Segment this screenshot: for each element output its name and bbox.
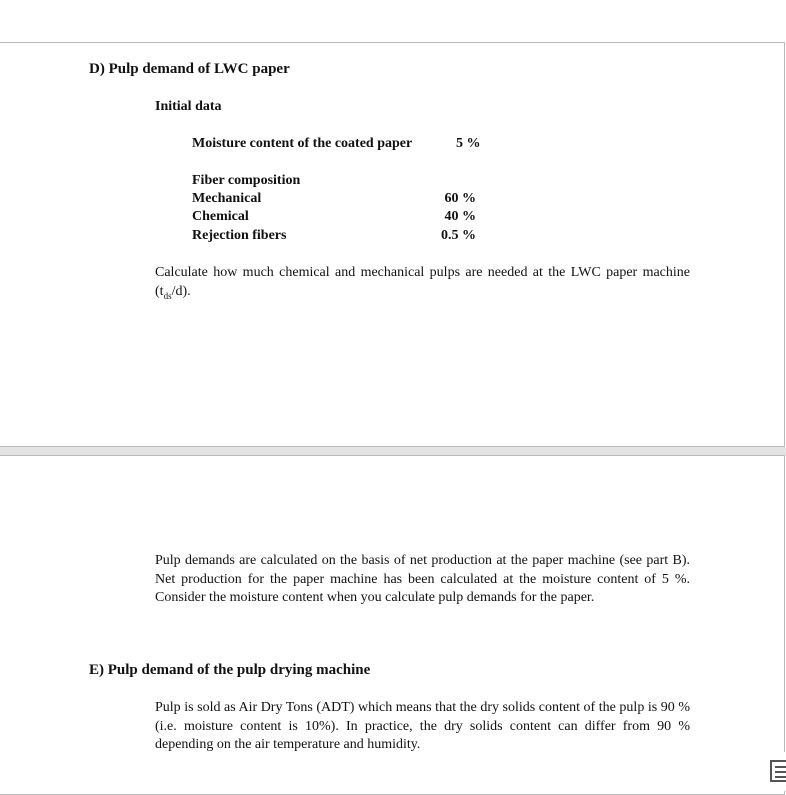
- section-e-heading: E) Pulp demand of the pulp drying machine: [89, 662, 371, 678]
- moisture-label: Moisture content of the coated paper: [192, 136, 413, 151]
- fiber-value-mechanical: 60 %: [444, 191, 476, 206]
- document-menu-icon[interactable]: [770, 760, 786, 782]
- moisture-value: 5 %: [456, 136, 481, 151]
- fiber-composition-heading: Fiber composition: [192, 173, 301, 188]
- pulp-demand-note: Pulp demands are calculated on the basis of net production at the paper machine (see part B). Net production for the paper machine has been calculated at the moisture content of 5 %. Consider the moisture content when you calculate pulp demands for the paper.: [155, 553, 690, 605]
- section-e-text: Pulp is sold as Air Dry Tons (ADT) which means that the dry solids content of the pulp is 90 % (i.e. moisture content is 10%). In practice, the dry solids content can differ from 90 % depending on the air temperature and humidity.: [155, 700, 690, 752]
- fiber-value-rejection: 0.5 %: [441, 228, 476, 243]
- section-d-heading: D) Pulp demand of LWC paper: [89, 61, 290, 77]
- fiber-label-rejection: Rejection fibers: [192, 228, 287, 243]
- initial-data-label: Initial data: [155, 99, 222, 114]
- fiber-value-chemical: 40 %: [444, 209, 476, 224]
- section-d-question: Calculate how much chemical and mechanical pulps are needed at the LWC paper machine $(t_{ds}/d)$.: [155, 265, 690, 301]
- fiber-label-chemical: Chemical: [192, 209, 249, 224]
- page-gap: [0, 447, 786, 455]
- viewer-footer: [0, 752, 786, 791]
- document-page-1: [0, 42, 785, 447]
- fiber-label-mechanical: Mechanical: [192, 191, 262, 206]
